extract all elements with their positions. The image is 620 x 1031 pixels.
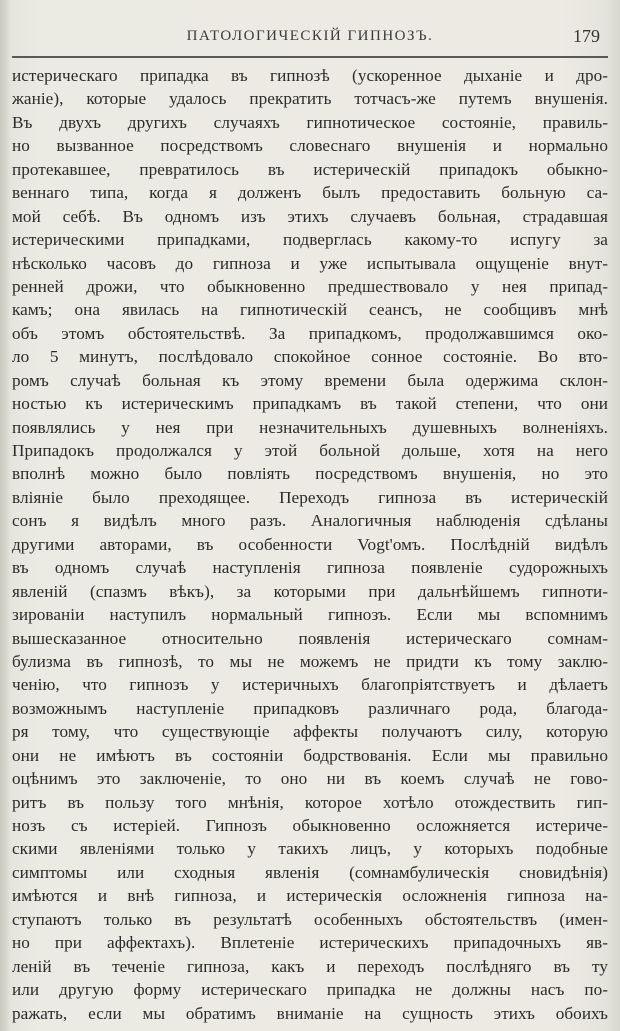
text-line: протекавшее, превратилось въ истерическій припадокъ обыкно- bbox=[12, 159, 608, 179]
text-line: или другую форму истерическаго припадка не должны насъ по- bbox=[12, 980, 608, 1000]
text-line: ло 5 минутъ, послѣдовало спокойное сонное состояніе. Во вто- bbox=[12, 347, 608, 367]
text-line: ромъ случаѣ больная къ этому времени была одержима склон- bbox=[12, 370, 608, 390]
text-line: явленій (спазмъ вѣкъ), за которыми при дальнѣйшемъ гипноти- bbox=[12, 581, 608, 601]
binding-shadow bbox=[0, 0, 10, 1031]
text-line: истерическаго припадка въ гипнозѣ (ускоренное дыханіе и дро- bbox=[12, 66, 608, 85]
text-line: вліяніе было преходящее. Переходъ гипноза въ истерическій bbox=[12, 487, 608, 507]
text-line: Припадокъ продолжался у этой больной дольше, хотя на него bbox=[12, 441, 608, 460]
text-line: ченію, что гипнозъ у истеричныхъ благопріятствуетъ и дѣлаетъ bbox=[12, 675, 608, 695]
text-line: леній въ теченіе гипноза, какъ и переходъ послѣдняго въ ту bbox=[12, 956, 608, 976]
text-line: ражать, если мы обратимъ вниманіе на сущность этихъ обоихъ bbox=[12, 1003, 608, 1023]
text-line: ритъ въ пользу того мнѣнія, которое хотѣло отождествить гип- bbox=[12, 792, 608, 812]
page-header bbox=[0, 24, 620, 54]
text-line: истерическими припадками, подверглась какому-то испугу за bbox=[12, 230, 608, 250]
text-line: веннаго типа, когда я долженъ былъ предоставить больную са- bbox=[12, 183, 608, 203]
text-line: возможнымъ наступленіе припадковъ различнаго рода, благода- bbox=[12, 698, 608, 718]
text-line: ря тому, что существующіе аффекты получаютъ силу, которую bbox=[12, 722, 608, 742]
body-text bbox=[12, 64, 608, 1025]
text-line: камъ; она явилась на гипнотическій сеансъ, не сообщивъ мнѣ bbox=[12, 300, 608, 320]
text-line: ностью къ истерическимъ припадкамъ въ такой степени, что они bbox=[12, 394, 608, 414]
text-line: ренней дрожи, что обыкновенно предшествовало у нея припад- bbox=[12, 276, 608, 296]
text-line: вышесказанное относительно появленія истерическаго сомнам- bbox=[12, 628, 608, 648]
text-line: они не имѣютъ въ состояніи бодрствованія. Если мы правильно bbox=[12, 745, 608, 765]
text-line: скими явленіями только у такихъ лицъ, у которыхъ подобные bbox=[12, 839, 608, 859]
text-line: Въ двухъ другихъ случаяхъ гипнотическое состояніе, правиль- bbox=[12, 112, 608, 132]
text-line: зированіи наступилъ нормальный гипнозъ. Если мы вспомнимъ bbox=[12, 605, 608, 625]
text-line: вполнѣ можно было повліять посредствомъ внушенія, но это bbox=[12, 464, 608, 484]
text-line: нѣсколько часовъ до гипноза и уже испытывала ощущеніе внут- bbox=[12, 253, 608, 273]
text-line: жаніе), которые удалось прекратить тотчасъ-же путемъ внушенія. bbox=[12, 89, 608, 109]
text-line: мой себѣ. Въ одномъ изъ этихъ случаевъ больная, страдавшая bbox=[12, 206, 608, 226]
page-number: 179 bbox=[573, 26, 600, 46]
text-line: но при аффектахъ). Вплетеніе истерическихъ припадочныхъ яв- bbox=[12, 933, 608, 953]
text-line: булизма въ гипнозѣ, то мы не можемъ не придти къ тому заклю- bbox=[12, 651, 608, 671]
text-line: въ одномъ случаѣ наступленія гипноза появленіе судорожныхъ bbox=[12, 558, 608, 578]
header-rule bbox=[12, 56, 608, 58]
running-head: ПАТОЛОГИЧЕСКІЙ ГИПНОЗЪ. bbox=[186, 28, 434, 44]
text-line: другими авторами, въ особенности Vogt'омъ. Послѣдній видѣлъ bbox=[12, 534, 608, 554]
text-line: имѣются и внѣ гипноза, и истерическія осложненія гипноза на- bbox=[12, 886, 608, 906]
text-line: ступаютъ только въ результатѣ особенныхъ обстоятельствъ (имен- bbox=[12, 909, 608, 929]
text-line: нозъ съ истеріей. Гипнозъ обыкновенно осложняется истериче- bbox=[12, 816, 608, 835]
text-line: появлялись у нея при незначительныхъ душевныхъ волненіяхъ. bbox=[12, 417, 608, 437]
text-line: объ этомъ обстоятельствѣ. За припадкомъ, продолжавшимся око- bbox=[12, 323, 608, 343]
text-line: сонъ я видѣлъ много разъ. Аналогичныя наблюденія сдѣланы bbox=[12, 511, 608, 531]
text-line: симптомы или сходныя явленія (сомнамбулическія сновидѣнія) bbox=[12, 862, 608, 882]
text-line: оцѣнимъ это заключеніе, то оно ни въ коемъ случаѣ не гово- bbox=[12, 769, 608, 789]
text-line: но вызванное посредствомъ словеснаго внушенія и нормально bbox=[12, 136, 608, 156]
